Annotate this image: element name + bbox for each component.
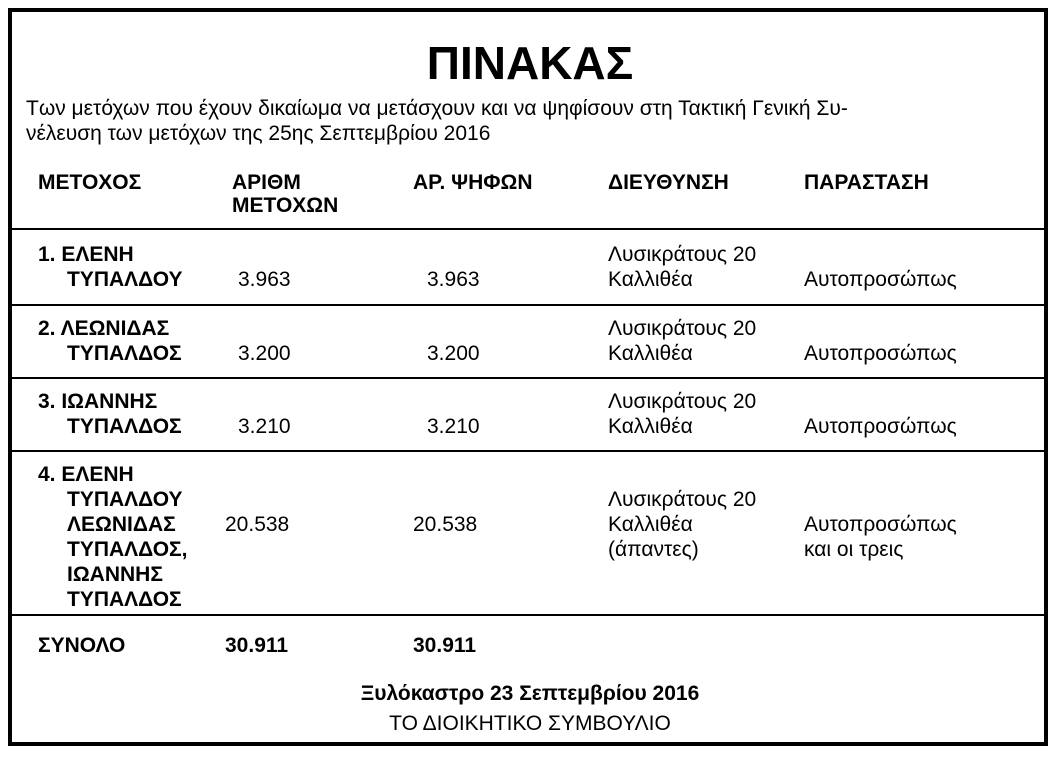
row-1-name-line-2: ΤΥΠΑΛΔΟΥ — [67, 268, 183, 291]
header-address: ΔΙΕΥΘΥΝΣΗ — [608, 171, 729, 194]
row-4-representation-line-2: και οι τρεις — [804, 538, 904, 561]
row-3-votes: 3.210 — [427, 415, 480, 438]
row-4-shares: 20.538 — [225, 513, 290, 536]
row-2-name-line-2: ΤΥΠΑΛΔΟΣ — [67, 342, 182, 365]
intro-line-2: νέλευση των μετόχων της 25ης Σεπτεμβρίου 2016 — [26, 122, 491, 145]
row-1-address-line-1: Λυσικράτους 20 — [608, 243, 757, 266]
divider — [8, 614, 1048, 616]
divider — [8, 377, 1048, 379]
divider — [8, 228, 1048, 230]
header-shares-line-2: ΜΕΤΟΧΩΝ — [232, 194, 339, 217]
row-4-name-line-2: ΤΥΠΑΛΔΟΥ — [67, 488, 183, 511]
row-4-representation-line-1: Αυτοπροσώπως — [804, 513, 957, 536]
row-2-name — [38, 316, 182, 366]
row-2-name-line-1: 2. ΛΕΩΝΙΔΑΣ — [38, 317, 170, 340]
header-shares — [232, 171, 338, 217]
footer-place-date: Ξυλόκαστρο 23 Σεπτεμβρίου 2016 — [360, 682, 700, 705]
row-3-representation: Αυτοπροσώπως — [804, 415, 957, 438]
row-1-address-line-2: Καλλιθέα — [608, 268, 693, 291]
row-4-address-line-2: Καλλιθέα — [608, 513, 693, 536]
row-1-representation: Αυτοπροσώπως — [804, 268, 957, 291]
row-4-name-line-6: ΤΥΠΑΛΔΟΣ — [67, 588, 182, 611]
row-1-votes: 3.963 — [427, 268, 480, 291]
row-3-name — [38, 389, 182, 439]
row-4-name-line-4: ΤΥΠΑΛΔΟΣ, — [67, 538, 188, 561]
header-votes: ΑΡ. ΨΗΦΩΝ — [413, 171, 533, 194]
row-3-address — [608, 389, 756, 439]
header-shares-line-1: ΑΡΙΘΜ — [232, 171, 301, 194]
row-2-votes: 3.200 — [427, 342, 480, 365]
header-representation: ΠΑΡΑΣΤΑΣΗ — [804, 171, 929, 194]
row-2-address-line-2: Καλλιθέα — [608, 342, 693, 365]
intro-line-1: Των μετόχων που έχουν δικαίωμα να μετάσχουν και να ψηφίσουν στη Τακτική Γενική Συ- — [26, 97, 848, 120]
row-4-name-line-1: 4. ΕΛΕΝΗ — [38, 463, 134, 486]
header-shareholder: ΜΕΤΟΧΟΣ — [38, 171, 142, 194]
row-2-representation: Αυτοπροσώπως — [804, 342, 957, 365]
row-1-name-line-1: 1. ΕΛΕΝΗ — [38, 243, 134, 266]
row-4-representation — [804, 512, 957, 562]
row-1-address — [608, 242, 756, 292]
footer-signatory: ΤΟ ΔΙΟΙΚΗΤΙΚΟ ΣΥΜΒΟΥΛΙΟ — [389, 712, 671, 735]
row-4-address — [608, 487, 756, 562]
row-2-address-line-1: Λυσικράτους 20 — [608, 317, 757, 340]
row-4-address-line-1: Λυσικράτους 20 — [608, 488, 757, 511]
row-4-address-line-3: (άπαντες) — [608, 538, 699, 561]
row-2-shares: 3.200 — [238, 342, 291, 365]
row-3-shares: 3.210 — [238, 415, 291, 438]
row-3-name-line-1: 3. ΙΩΑΝΝΗΣ — [38, 390, 158, 413]
row-4-name-line-3: ΛΕΩΝΙΔΑΣ — [67, 513, 176, 536]
divider — [8, 450, 1048, 452]
total-label: ΣΥΝΟΛΟ — [38, 634, 126, 657]
row-4-name-line-5: ΙΩΑΝΝΗΣ — [67, 563, 163, 586]
row-4-votes: 20.538 — [413, 513, 478, 536]
total-votes: 30.911 — [413, 634, 477, 657]
row-3-name-line-2: ΤΥΠΑΛΔΟΣ — [67, 415, 182, 438]
row-3-address-line-1: Λυσικράτους 20 — [608, 390, 757, 413]
total-shares: 30.911 — [225, 634, 289, 657]
divider — [8, 304, 1048, 306]
row-1-shares: 3.963 — [238, 268, 291, 291]
document-title: ΠΙΝΑΚΑΣ — [426, 37, 634, 89]
row-1-name — [38, 242, 182, 292]
row-4-name — [38, 462, 187, 612]
row-3-address-line-2: Καλλιθέα — [608, 415, 693, 438]
row-2-address — [608, 316, 756, 366]
